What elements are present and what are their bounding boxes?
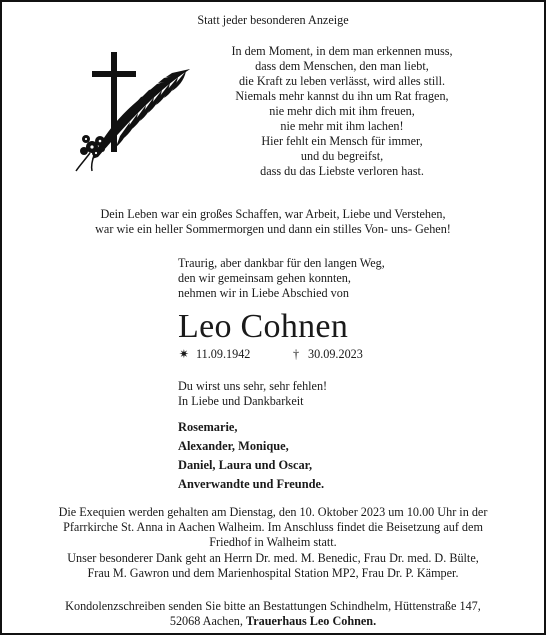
- poem-line: dass dem Menschen, den man liebt,: [255, 59, 429, 73]
- service-line: Pfarrkirche St. Anna in Aachen Walheim. Im Anschluss findet die Beisetzung auf dem: [63, 520, 483, 535]
- intro-text: [178, 256, 385, 301]
- mourners-list: [178, 418, 324, 494]
- farewell-text: [178, 379, 327, 409]
- birth-star-icon: ✷: [178, 347, 190, 361]
- poem-line: Hier fehlt ein Mensch für immer,: [261, 134, 423, 148]
- motto-line: Dein Leben war ein großes Schaffen, war Arbeit, Liebe und Verstehen,: [100, 207, 446, 221]
- intro-line: Traurig, aber dankbar für den langen Weg,: [178, 256, 385, 270]
- poem-line: Niemals mehr kannst du ihn um Rat fragen,: [235, 89, 449, 103]
- mourner-name: Rosemarie,: [178, 420, 238, 434]
- poem-line: In dem Moment, in dem man erkennen muss,: [231, 44, 453, 58]
- birth-date: [178, 347, 250, 362]
- condolence-line: Kondolenzschreiben senden Sie bitte an Bestattungen Schindhelm, Hüttenstraße 147,: [65, 599, 481, 613]
- header-text: Statt jeder besonderen Anzeige: [197, 13, 349, 27]
- poem-line: nie mehr mit ihm lachen!: [280, 119, 404, 133]
- condolence-info: [2, 599, 544, 629]
- deceased-name: Leo Cohnen: [178, 308, 349, 345]
- mourner-name: Alexander, Monique,: [178, 439, 289, 453]
- mourner-name: Anverwandte und Freunde.: [178, 477, 325, 491]
- poem: [192, 44, 492, 179]
- poem-line: nie mehr dich mit ihm freuen,: [269, 104, 415, 118]
- service-line: Frau M. Gawron und dem Marienhospital Station MP2, Frau Dr. P. Kämper.: [87, 565, 459, 580]
- death-cross-icon: †: [292, 347, 300, 361]
- condolence-line: [2, 614, 544, 629]
- poem-line: dass du das Liebste verloren hast.: [260, 164, 424, 178]
- poem-line: und du begreifst,: [300, 149, 384, 163]
- poem-line: die Kraft zu leben verlässt, wird alles still.: [238, 74, 446, 88]
- farewell-line: Du wirst uns sehr, sehr fehlen!: [178, 379, 328, 393]
- condolence-house: Trauerhaus Leo Cohnen.: [246, 614, 377, 629]
- death-date-value: 30.09.2023: [308, 347, 363, 361]
- death-date: [290, 347, 363, 362]
- motto-line: war wie ein heller Sommermorgen und dann ein stilles Von- uns- Gehen!: [95, 222, 451, 236]
- service-line: Die Exequien werden gehalten am Dienstag, den 10. Oktober 2023 um 10.00 Uhr in der: [58, 505, 488, 519]
- mourner-name: Daniel, Laura und Oscar,: [178, 458, 313, 472]
- birth-date-value: 11.09.1942: [196, 347, 251, 361]
- intro-line: nehmen wir in Liebe Abschied von: [178, 286, 349, 300]
- cross-with-palm-branch-icon: [62, 47, 197, 172]
- service-info: [2, 505, 544, 581]
- intro-line: den wir gemeinsam gehen konnten,: [178, 271, 351, 285]
- service-line: Friedhof in Walheim statt.: [209, 535, 337, 550]
- farewell-line: In Liebe und Dankbarkeit: [178, 394, 304, 408]
- service-line: Unser besonderer Dank geht an Herrn Dr. med. M. Benedic, Frau Dr. med. D. Bülte,: [67, 550, 479, 565]
- condolence-address: 52068 Aachen,: [169, 614, 246, 629]
- motto: [2, 207, 544, 237]
